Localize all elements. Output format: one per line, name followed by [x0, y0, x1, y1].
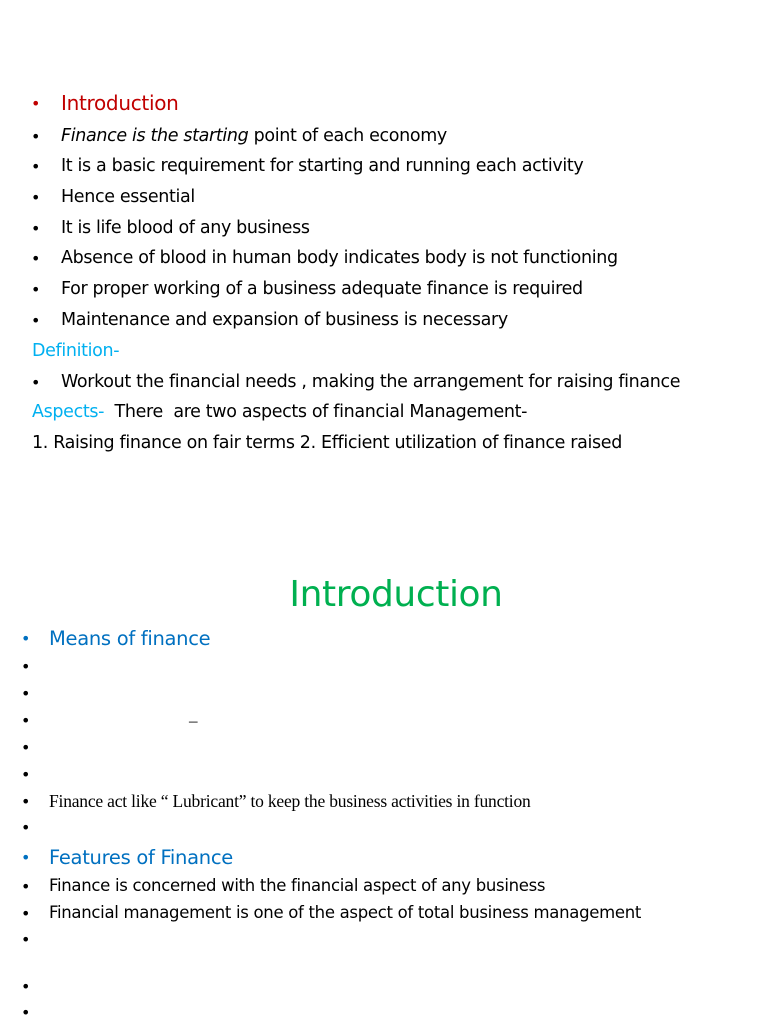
bullet-marker: • [21, 848, 31, 867]
bullet-marker: • [21, 1003, 31, 1022]
bullet-marker: • [31, 249, 41, 268]
section-heading: Means of finance [49, 627, 211, 650]
bullet-marker: • [21, 657, 31, 676]
feature-text: Financial management is one of the aspect of total business management [49, 903, 642, 922]
bullet-text: Absence of blood in human body indicates body is not functioning [61, 248, 618, 268]
bullet-marker: • [21, 684, 31, 703]
slide-introduction-means-features [0, 500, 768, 1024]
bullet-marker: • [21, 930, 31, 949]
bullet-marker: • [21, 765, 31, 784]
bullet-marker: • [21, 629, 31, 648]
bullet-text: It is life blood of any business [61, 218, 310, 238]
aspects-label: Aspects- [32, 402, 105, 422]
bullet-marker: • [31, 94, 41, 113]
bullet-marker: • [21, 711, 31, 730]
bullet-marker: • [21, 904, 31, 923]
bullet-marker: • [31, 157, 41, 176]
bullet-text: Hence essential [61, 187, 195, 207]
bullet-text: For proper working of a business adequate finance is required [61, 279, 583, 299]
bullet-text-rest: point of each economy [248, 126, 447, 146]
bullet-text: It is a basic requirement for starting and running each activity [61, 156, 584, 176]
bullet-marker: • [21, 877, 31, 896]
section-heading: Features of Finance [49, 846, 233, 869]
definition-text: Workout the financial needs , making the arrangement for raising finance [61, 372, 681, 392]
aspects-text: There are two aspects of financial Management- [104, 402, 528, 422]
aspects-list: 1. Raising finance on fair terms 2. Efficient utilization of finance raised [32, 433, 622, 453]
bullet-marker: • [31, 280, 41, 299]
bullet-marker: • [21, 818, 31, 837]
bullet-marker: • [31, 188, 41, 207]
italic-phrase: Finance is the starting [61, 126, 249, 146]
bullet-marker: • [31, 127, 41, 146]
bullet-marker: • [21, 792, 31, 811]
definition-label: Definition- [32, 341, 120, 361]
slide-introduction-notes [0, 0, 768, 500]
section-heading: Introduction [61, 91, 179, 115]
aspects-line [32, 402, 527, 422]
feature-text: Finance is concerned with the financial aspect of any business [49, 876, 546, 895]
dash-mark: – [189, 711, 198, 730]
bullet-marker: • [31, 373, 41, 392]
lubricant-text: Finance act like “ Lubricant” to keep the business activities in function [49, 791, 531, 811]
slide-title: Introduction [289, 574, 503, 615]
bullet-text: Maintenance and expansion of business is necessary [61, 310, 508, 330]
bullet-text [61, 126, 447, 146]
bullet-marker: • [31, 219, 41, 238]
bullet-marker: • [21, 738, 31, 757]
bullet-marker: • [31, 311, 41, 330]
bullet-marker: • [21, 977, 31, 996]
